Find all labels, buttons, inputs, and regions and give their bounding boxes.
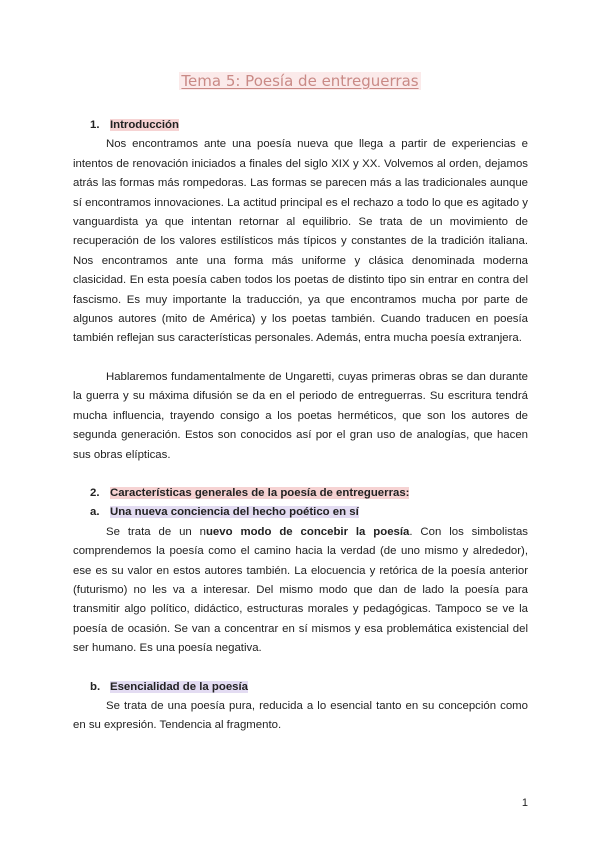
section-a-text-end: . Con los simbolistas comprendemos la poesía como el camino hacia la verdad (de uno mismo y alrededor), ese es su valor en estos autores también. La elocuencia y retórica de la poesía anterior (futurismo) no les va a interesar. Del mismo modo que dan de lado la poesía para transmitir algo político, didáctico, estructuras morales y pedagógicas. Tampoco se ve la poesía de ocasión. Se van a concentrar en sí mismos y esa problemática existencial del ser humano. Es una poesía negativa. [73, 525, 529, 655]
heading-introduccion [73, 116, 528, 135]
page-number: 1 [521, 797, 528, 809]
paragraph-gap [73, 349, 528, 368]
subheading-letter: b. [90, 680, 101, 693]
subheading-text: Esencialidad de la poesía [110, 680, 249, 693]
subheading-text: Una nueva conciencia del hecho poético en sí [110, 506, 359, 519]
heading-text: Características generales de la poesía de entreguerras: [110, 486, 410, 499]
intro-paragraph-1: Nos encontramos ante una poesía nueva que llega a partir de experiencias e intentos de renovación iniciados a finales del siglo XIX y XX. Volvemos al orden, dejamos atrás las formas más rompedoras. Las formas se parecen más a las tradicionales aunque sí encontramos innovaciones. La actitud principal es el rechazo a todo lo que es agitado y vanguardista ya que intentan retornar al equilibrio. Se trata de un movimiento de recuperación de los valores estilísticos más típicos y constantes de la tradición italiana. Nos encontramos ante una forma más uniforme y clásica denominada moderna clasicidad. En esta poesía caben todos los poetas de distinto tipo sin entrar en contra del fascismo. Es muy importante la traducción, ya que encontramos mucha por parte de algunos autores (mito de América) y los poetas también. Cuando traducen en poesía también reflejan sus características personales. Además, entra mucha poesía extranjera. [73, 138, 528, 345]
heading-number: 1. [90, 119, 100, 131]
section-b-paragraph: Se trata de una poesía pura, reducida a lo esencial tanto en su concepción como en su expresión. Tendencia al fragmento. [73, 699, 528, 732]
section-a-text-start: Se trata de un n [106, 525, 206, 538]
subheading-a [73, 503, 528, 522]
subheading-b [73, 678, 528, 697]
document-title-wrap [0, 72, 600, 91]
section-a-bold-phrase: uevo modo de concebir la poesía [205, 525, 410, 538]
document-body [73, 116, 528, 736]
subheading-letter: a. [90, 506, 100, 519]
paragraph-gap [73, 465, 528, 484]
intro-paragraph-2: Hablaremos fundamentalmente de Ungaretti, cuyas primeras obras se dan durante la guerra y su máxima difusión se da en el periodo de entreguerras. Su escritura tendrá mucha influencia, trayendo consigo a los poetas herméticos, que son los autores de segunda generación. Estos son conocidos así por el gran uso de analogías, que hacen sus obras elípticas. [73, 370, 528, 461]
section-a-paragraph [73, 523, 528, 659]
heading-number: 2. [90, 486, 100, 499]
heading-text: Introducción [110, 119, 179, 131]
paragraph-gap [73, 659, 528, 678]
heading-caracteristicas [73, 484, 528, 503]
document-title: Tema 5: Poesía de entreguerras [181, 72, 419, 90]
